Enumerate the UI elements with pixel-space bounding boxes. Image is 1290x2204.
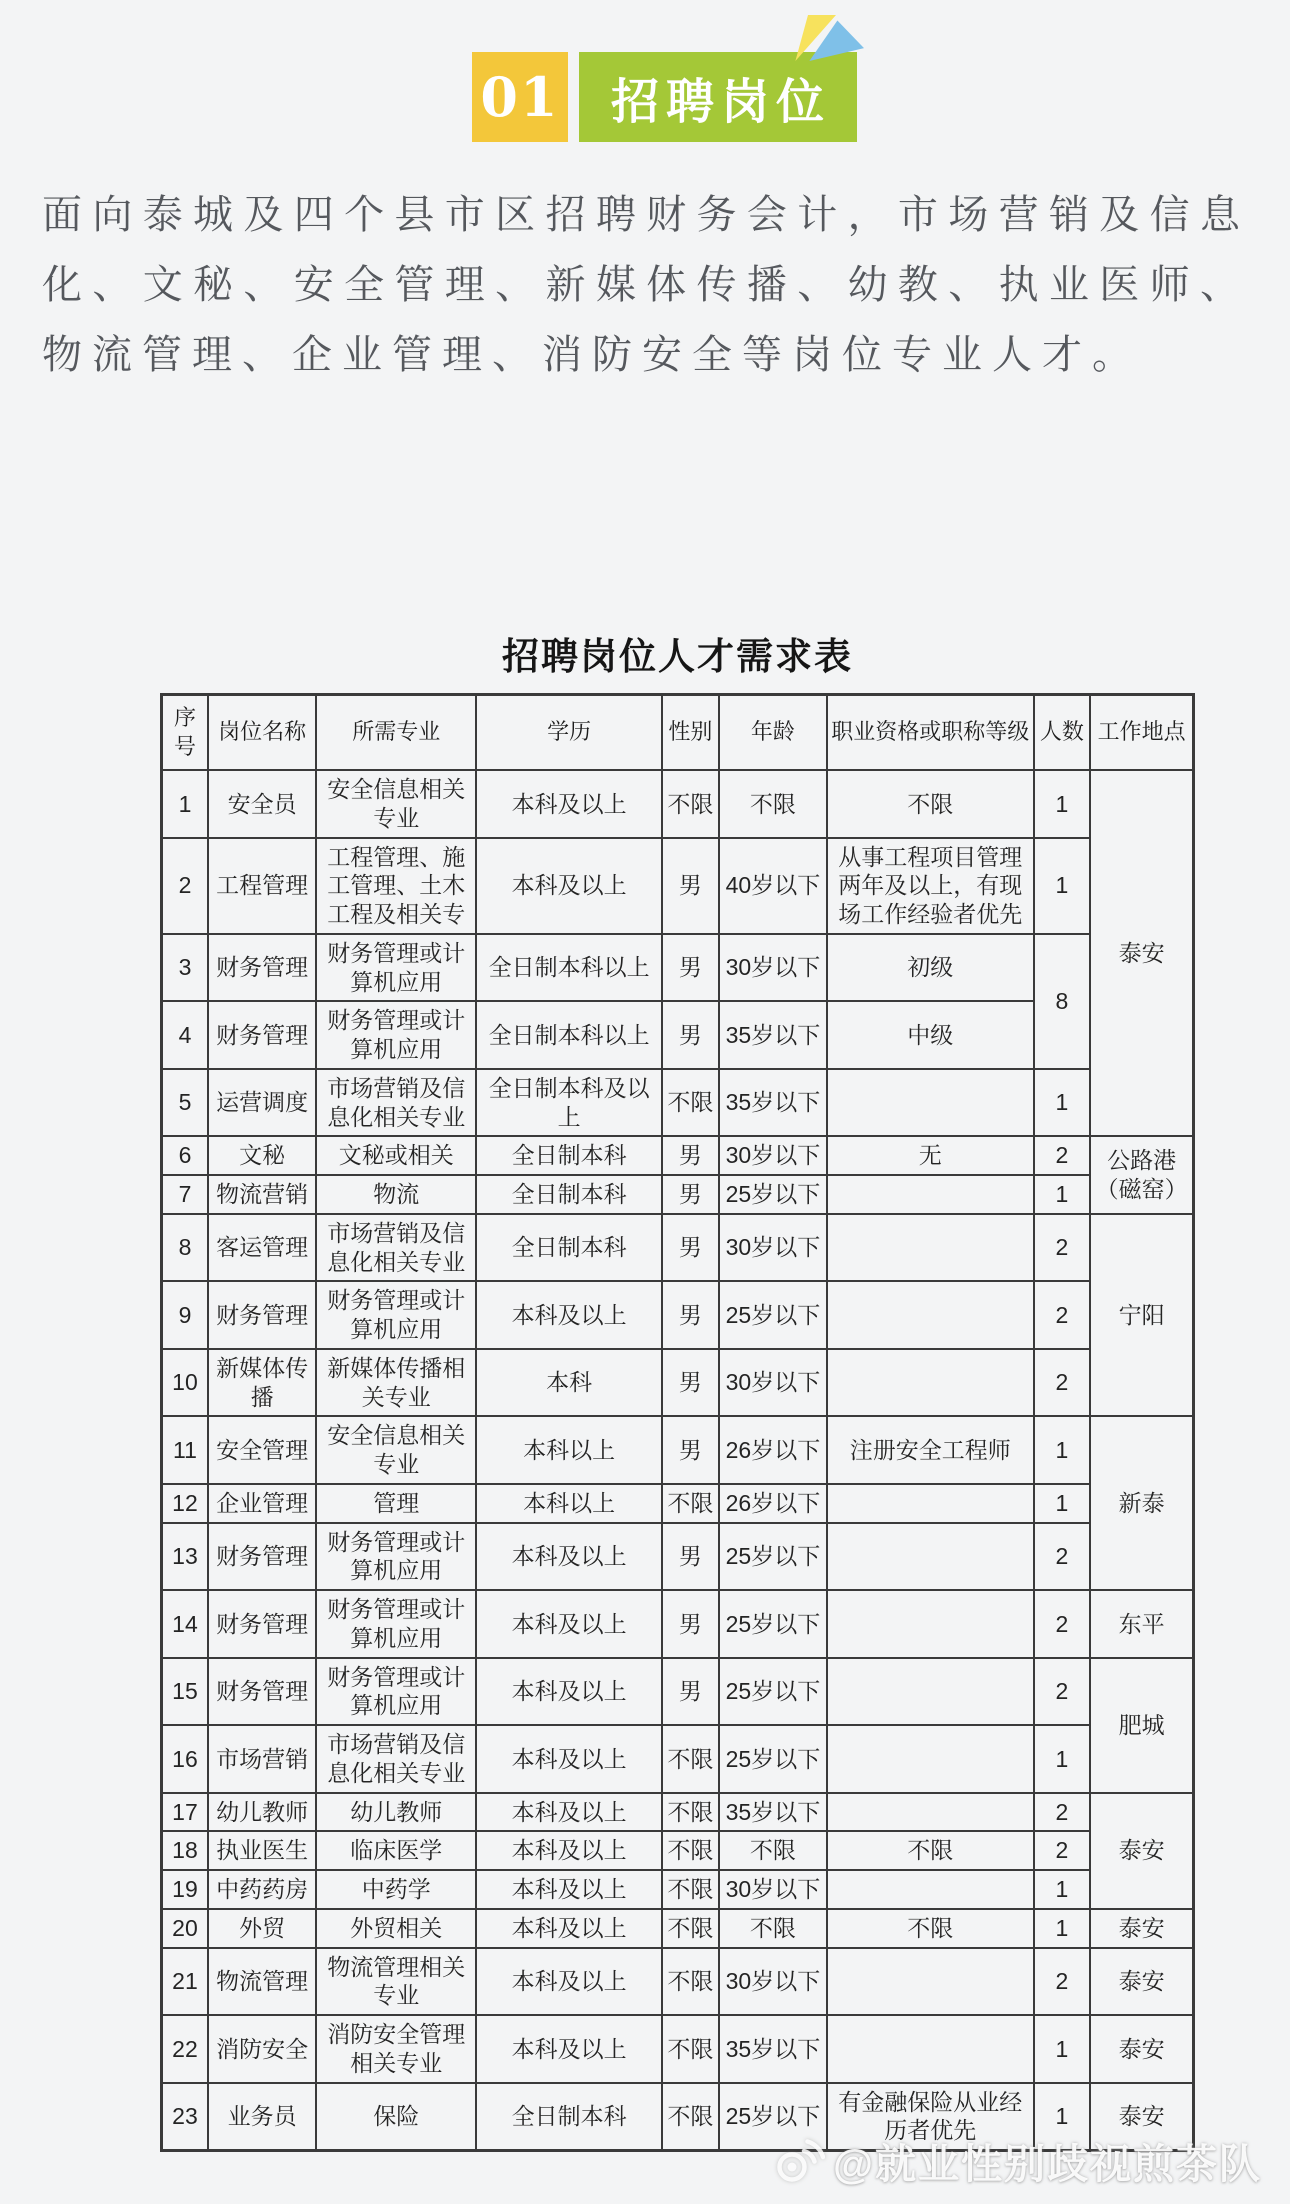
table-cell-major: 市场营销及信息化相关专业 bbox=[316, 1214, 476, 1282]
table-cell-major: 安全信息相关专业 bbox=[316, 770, 476, 838]
table-cell-major: 财务管理或计算机应用 bbox=[316, 1001, 476, 1069]
table-cell-degree: 本科及以上 bbox=[476, 770, 662, 838]
table-cell-gender: 不限 bbox=[662, 1069, 719, 1137]
table-cell-qual bbox=[827, 1281, 1033, 1349]
table-cell-age: 30岁以下 bbox=[719, 1870, 827, 1909]
table-cell-degree: 全日制本科以上 bbox=[476, 1001, 662, 1069]
table-cell-qual bbox=[827, 1658, 1033, 1726]
table-cell-degree: 全日制本科 bbox=[476, 1175, 662, 1214]
column-header: 岗位名称 bbox=[208, 695, 316, 771]
table-cell-no: 13 bbox=[162, 1523, 208, 1591]
column-header: 工作地点 bbox=[1090, 695, 1193, 771]
table-cell-post: 财务管理 bbox=[208, 1523, 316, 1591]
table-cell-age: 25岁以下 bbox=[719, 1658, 827, 1726]
table-cell-gender: 男 bbox=[662, 838, 719, 934]
table-cell-gender: 男 bbox=[662, 1416, 719, 1484]
table-cell-major: 外贸相关 bbox=[316, 1909, 476, 1948]
table-cell-no: 22 bbox=[162, 2015, 208, 2083]
table-cell-major: 财务管理或计算机应用 bbox=[316, 1281, 476, 1349]
table-cell-degree: 本科及以上 bbox=[476, 1281, 662, 1349]
table-cell-post: 市场营销 bbox=[208, 1725, 316, 1793]
table-cell-degree: 本科及以上 bbox=[476, 1909, 662, 1948]
table-cell-location: 新泰 bbox=[1090, 1416, 1193, 1590]
column-header: 性别 bbox=[662, 695, 719, 771]
table-cell-qual bbox=[827, 1590, 1033, 1658]
table-cell-gender: 不限 bbox=[662, 1909, 719, 1948]
table-cell-count: 1 bbox=[1034, 838, 1091, 934]
table-cell-major: 财务管理或计算机应用 bbox=[316, 1590, 476, 1658]
table-cell-gender: 不限 bbox=[662, 1831, 719, 1870]
table-cell-degree: 本科以上 bbox=[476, 1416, 662, 1484]
table-cell-post: 执业医生 bbox=[208, 1831, 316, 1870]
table-cell-qual: 中级 bbox=[827, 1001, 1033, 1069]
table-cell-count: 2 bbox=[1034, 1590, 1091, 1658]
table-cell-major: 物流 bbox=[316, 1175, 476, 1214]
table-cell-post: 安全管理 bbox=[208, 1416, 316, 1484]
table-cell-gender: 男 bbox=[662, 1001, 719, 1069]
table-cell-no: 1 bbox=[162, 770, 208, 838]
table-cell-age: 25岁以下 bbox=[719, 1523, 827, 1591]
table-cell-degree: 全日制本科 bbox=[476, 1214, 662, 1282]
column-header: 人数 bbox=[1034, 695, 1091, 771]
table-cell-age: 30岁以下 bbox=[719, 1214, 827, 1282]
table-cell-degree: 本科及以上 bbox=[476, 1793, 662, 1832]
table-cell-count: 2 bbox=[1034, 1523, 1091, 1591]
table-cell-age: 26岁以下 bbox=[719, 1416, 827, 1484]
table-cell-location: 肥城 bbox=[1090, 1658, 1193, 1793]
table-cell-qual bbox=[827, 1523, 1033, 1591]
table-cell-count: 2 bbox=[1034, 1136, 1091, 1175]
table-row bbox=[162, 1175, 1194, 1214]
table-row bbox=[162, 838, 1194, 934]
table-cell-degree: 本科及以上 bbox=[476, 2015, 662, 2083]
table-cell-age: 不限 bbox=[719, 1909, 827, 1948]
table-cell-post: 幼儿教师 bbox=[208, 1793, 316, 1832]
table-cell-no: 20 bbox=[162, 1909, 208, 1948]
table-row bbox=[162, 1725, 1194, 1793]
table-cell-qual bbox=[827, 1069, 1033, 1137]
table-cell-qual: 不限 bbox=[827, 770, 1033, 838]
table-cell-post: 消防安全 bbox=[208, 2015, 316, 2083]
table-cell-no: 3 bbox=[162, 934, 208, 1002]
table-cell-count: 2 bbox=[1034, 1793, 1091, 1832]
table-cell-post: 财务管理 bbox=[208, 1590, 316, 1658]
table-cell-qual bbox=[827, 1948, 1033, 2016]
watermark-handle: @就业性别歧视煎茶队 bbox=[833, 2141, 1262, 2187]
table-row bbox=[162, 1484, 1194, 1523]
table-row bbox=[162, 1909, 1194, 1948]
table-cell-location: 宁阳 bbox=[1090, 1214, 1193, 1417]
table-cell-gender: 不限 bbox=[662, 770, 719, 838]
table-cell-age: 35岁以下 bbox=[719, 2015, 827, 2083]
table-cell-post: 新媒体传播 bbox=[208, 1349, 316, 1417]
table-cell-degree: 本科及以上 bbox=[476, 1725, 662, 1793]
table-row bbox=[162, 1948, 1194, 2016]
table-cell-gender: 男 bbox=[662, 1590, 719, 1658]
table-cell-location: 泰安 bbox=[1090, 2015, 1193, 2083]
table-cell-degree: 全日制本科及以上 bbox=[476, 1069, 662, 1137]
table-cell-no: 16 bbox=[162, 1725, 208, 1793]
column-header: 序号 bbox=[162, 695, 208, 771]
table-row bbox=[162, 1069, 1194, 1137]
table-cell-major: 新媒体传播相关专业 bbox=[316, 1349, 476, 1417]
table-cell-major: 财务管理或计算机应用 bbox=[316, 934, 476, 1002]
table-cell-gender: 不限 bbox=[662, 1484, 719, 1523]
table-row bbox=[162, 1793, 1194, 1832]
table-cell-post: 外贸 bbox=[208, 1909, 316, 1948]
table-row bbox=[162, 1590, 1194, 1658]
table-cell-qual bbox=[827, 1725, 1033, 1793]
table-cell-age: 30岁以下 bbox=[719, 1136, 827, 1175]
column-header: 所需专业 bbox=[316, 695, 476, 771]
table-cell-major: 文秘或相关 bbox=[316, 1136, 476, 1175]
table-cell-count: 2 bbox=[1034, 1349, 1091, 1417]
table-cell-count: 2 bbox=[1034, 1281, 1091, 1349]
table-cell-major: 消防安全管理相关专业 bbox=[316, 2015, 476, 2083]
table-cell-major: 财务管理或计算机应用 bbox=[316, 1658, 476, 1726]
table-cell-count: 1 bbox=[1034, 2015, 1091, 2083]
table-cell-qual: 不限 bbox=[827, 1909, 1033, 1948]
column-header: 年龄 bbox=[719, 695, 827, 771]
table-cell-no: 9 bbox=[162, 1281, 208, 1349]
watermark bbox=[773, 2131, 1262, 2190]
table-cell-count: 1 bbox=[1034, 1069, 1091, 1137]
requirements-table bbox=[160, 693, 1195, 2152]
table-row bbox=[162, 1214, 1194, 1282]
table-cell-no: 18 bbox=[162, 1831, 208, 1870]
table-cell-qual: 从事工程项目管理两年及以上，有现场工作经验者优先 bbox=[827, 838, 1033, 934]
table-row bbox=[162, 934, 1194, 1002]
table-cell-no: 6 bbox=[162, 1136, 208, 1175]
table-cell-major: 安全信息相关专业 bbox=[316, 1416, 476, 1484]
table-cell-no: 11 bbox=[162, 1416, 208, 1484]
table-cell-location: 东平 bbox=[1090, 1590, 1193, 1658]
table-cell-count: 2 bbox=[1034, 1214, 1091, 1282]
table-cell-count: 1 bbox=[1034, 1416, 1091, 1484]
table-cell-count: 1 bbox=[1034, 1725, 1091, 1793]
table-cell-degree: 本科及以上 bbox=[476, 1523, 662, 1591]
weibo-icon bbox=[773, 2138, 825, 2184]
table-cell-qual bbox=[827, 1175, 1033, 1214]
table-cell-post: 物流营销 bbox=[208, 1175, 316, 1214]
table-cell-degree: 全日制本科以上 bbox=[476, 934, 662, 1002]
table-cell-no: 10 bbox=[162, 1349, 208, 1417]
table-cell-post: 财务管理 bbox=[208, 1001, 316, 1069]
table-cell-degree: 全日制本科 bbox=[476, 2083, 662, 2151]
table-cell-gender: 不限 bbox=[662, 2015, 719, 2083]
table-cell-age: 35岁以下 bbox=[719, 1001, 827, 1069]
table-row bbox=[162, 1658, 1194, 1726]
table-cell-post: 工程管理 bbox=[208, 838, 316, 934]
table-cell-gender: 男 bbox=[662, 934, 719, 1002]
table-cell-no: 7 bbox=[162, 1175, 208, 1214]
table-cell-gender: 男 bbox=[662, 1136, 719, 1175]
table-cell-gender: 男 bbox=[662, 1523, 719, 1591]
table-cell-qual bbox=[827, 1870, 1033, 1909]
table-cell-no: 15 bbox=[162, 1658, 208, 1726]
table-cell-age: 25岁以下 bbox=[719, 1590, 827, 1658]
table-row bbox=[162, 1831, 1194, 1870]
table-cell-location: 泰安 bbox=[1090, 770, 1193, 1136]
table-cell-post: 企业管理 bbox=[208, 1484, 316, 1523]
table-cell-no: 8 bbox=[162, 1214, 208, 1282]
table-cell-qual: 不限 bbox=[827, 1831, 1033, 1870]
table-cell-major: 工程管理、施工管理、土木工程及相关专 bbox=[316, 838, 476, 934]
table-cell-degree: 本科及以上 bbox=[476, 1831, 662, 1870]
table-cell-gender: 男 bbox=[662, 1658, 719, 1726]
table-cell-gender: 不限 bbox=[662, 1725, 719, 1793]
table-cell-post: 安全员 bbox=[208, 770, 316, 838]
table-row bbox=[162, 1136, 1194, 1175]
table-cell-major: 管理 bbox=[316, 1484, 476, 1523]
table-cell-location: 泰安 bbox=[1090, 1793, 1193, 1909]
table-cell-age: 25岁以下 bbox=[719, 2083, 827, 2151]
table-cell-post: 中药药房 bbox=[208, 1870, 316, 1909]
table-cell-no: 23 bbox=[162, 2083, 208, 2151]
table-cell-count: 1 bbox=[1034, 1909, 1091, 1948]
table-cell-gender: 男 bbox=[662, 1175, 719, 1214]
table-cell-count: 1 bbox=[1034, 2083, 1091, 2151]
table-cell-gender: 不限 bbox=[662, 1793, 719, 1832]
table-cell-post: 财务管理 bbox=[208, 1658, 316, 1726]
table-cell-age: 40岁以下 bbox=[719, 838, 827, 934]
section-header bbox=[472, 52, 1290, 142]
table-cell-count: 2 bbox=[1034, 1658, 1091, 1726]
table-cell-major: 市场营销及信息化相关专业 bbox=[316, 1069, 476, 1137]
table-cell-age: 30岁以下 bbox=[719, 1349, 827, 1417]
table-cell-degree: 本科以上 bbox=[476, 1484, 662, 1523]
table-row bbox=[162, 1523, 1194, 1591]
table-cell-post: 文秘 bbox=[208, 1136, 316, 1175]
table-cell-age: 35岁以下 bbox=[719, 1069, 827, 1137]
table-cell-major: 财务管理或计算机应用 bbox=[316, 1523, 476, 1591]
table-cell-location: 泰安 bbox=[1090, 2083, 1193, 2151]
table-cell-major: 保险 bbox=[316, 2083, 476, 2151]
table-cell-no: 2 bbox=[162, 838, 208, 934]
table-cell-gender: 男 bbox=[662, 1281, 719, 1349]
table-title: 招聘岗位人才需求表 bbox=[502, 636, 853, 677]
table-cell-qual bbox=[827, 1484, 1033, 1523]
table-cell-major: 中药学 bbox=[316, 1870, 476, 1909]
table-row bbox=[162, 770, 1194, 838]
section-title-badge: 招聘岗位 bbox=[579, 52, 857, 142]
table-cell-age: 35岁以下 bbox=[719, 1793, 827, 1832]
intro-paragraph: 面向泰城及四个县市区招聘财务会计，市场营销及信息化、文秘、安全管理、新媒体传播、幼教、执业医师、物流管理、企业管理、消防安全等岗位专业人才。 bbox=[42, 193, 1250, 377]
table-cell-gender: 不限 bbox=[662, 1870, 719, 1909]
table-row bbox=[162, 1349, 1194, 1417]
table-cell-location: 泰安 bbox=[1090, 1909, 1193, 1948]
table-cell-post: 客运管理 bbox=[208, 1214, 316, 1282]
table-cell-no: 14 bbox=[162, 1590, 208, 1658]
table-cell-qual bbox=[827, 2015, 1033, 2083]
table-cell-degree: 本科及以上 bbox=[476, 1658, 662, 1726]
table-cell-age: 30岁以下 bbox=[719, 934, 827, 1002]
table-cell-count: 8 bbox=[1034, 934, 1091, 1069]
table-cell-no: 19 bbox=[162, 1870, 208, 1909]
table-cell-gender: 不限 bbox=[662, 2083, 719, 2151]
table-cell-location: 公路港（磁窑） bbox=[1090, 1136, 1193, 1214]
table-cell-count: 2 bbox=[1034, 1948, 1091, 2016]
column-header: 学历 bbox=[476, 695, 662, 771]
table-cell-age: 25岁以下 bbox=[719, 1725, 827, 1793]
table-header-row bbox=[162, 695, 1194, 771]
table-cell-major: 临床医学 bbox=[316, 1831, 476, 1870]
table-cell-qual bbox=[827, 1349, 1033, 1417]
table-cell-degree: 本科及以上 bbox=[476, 1870, 662, 1909]
table-cell-post: 运营调度 bbox=[208, 1069, 316, 1137]
corner-decoration bbox=[794, 15, 864, 61]
table-cell-degree: 本科 bbox=[476, 1349, 662, 1417]
table-cell-qual: 注册安全工程师 bbox=[827, 1416, 1033, 1484]
table-cell-post: 财务管理 bbox=[208, 934, 316, 1002]
table-cell-count: 1 bbox=[1034, 1175, 1091, 1214]
table-cell-no: 17 bbox=[162, 1793, 208, 1832]
table-cell-qual: 初级 bbox=[827, 934, 1033, 1002]
table-cell-count: 2 bbox=[1034, 1831, 1091, 1870]
table-cell-gender: 不限 bbox=[662, 1948, 719, 2016]
table-cell-location: 泰安 bbox=[1090, 1948, 1193, 2016]
table-cell-count: 1 bbox=[1034, 1484, 1091, 1523]
table-cell-age: 30岁以下 bbox=[719, 1948, 827, 2016]
table-cell-no: 4 bbox=[162, 1001, 208, 1069]
table-cell-age: 不限 bbox=[719, 770, 827, 838]
table-cell-qual: 无 bbox=[827, 1136, 1033, 1175]
table-cell-age: 25岁以下 bbox=[719, 1175, 827, 1214]
table-cell-count: 1 bbox=[1034, 770, 1091, 838]
table-cell-age: 不限 bbox=[719, 1831, 827, 1870]
table-cell-gender: 男 bbox=[662, 1214, 719, 1282]
table-section bbox=[160, 635, 1195, 2152]
table-cell-no: 21 bbox=[162, 1948, 208, 2016]
table-cell-qual: 有金融保险从业经历者优先 bbox=[827, 2083, 1033, 2151]
column-header: 职业资格或职称等级 bbox=[827, 695, 1033, 771]
table-cell-no: 5 bbox=[162, 1069, 208, 1137]
table-cell-no: 12 bbox=[162, 1484, 208, 1523]
table-cell-age: 25岁以下 bbox=[719, 1281, 827, 1349]
table-cell-post: 财务管理 bbox=[208, 1281, 316, 1349]
table-cell-degree: 本科及以上 bbox=[476, 1590, 662, 1658]
table-cell-major: 物流管理相关专业 bbox=[316, 1948, 476, 2016]
table-cell-gender: 男 bbox=[662, 1349, 719, 1417]
table-cell-post: 业务员 bbox=[208, 2083, 316, 2151]
table-row bbox=[162, 2015, 1194, 2083]
table-cell-qual bbox=[827, 1793, 1033, 1832]
table-row bbox=[162, 1281, 1194, 1349]
section-number-badge: 01 bbox=[472, 52, 568, 142]
table-cell-degree: 本科及以上 bbox=[476, 1948, 662, 2016]
table-row bbox=[162, 1870, 1194, 1909]
table-cell-major: 市场营销及信息化相关专业 bbox=[316, 1725, 476, 1793]
table-cell-major: 幼儿教师 bbox=[316, 1793, 476, 1832]
table-cell-post: 物流管理 bbox=[208, 1948, 316, 2016]
table-cell-age: 26岁以下 bbox=[719, 1484, 827, 1523]
table-row bbox=[162, 1416, 1194, 1484]
table-cell-qual bbox=[827, 1214, 1033, 1282]
table-cell-count: 1 bbox=[1034, 1870, 1091, 1909]
table-cell-degree: 本科及以上 bbox=[476, 838, 662, 934]
table-cell-degree: 全日制本科 bbox=[476, 1136, 662, 1175]
